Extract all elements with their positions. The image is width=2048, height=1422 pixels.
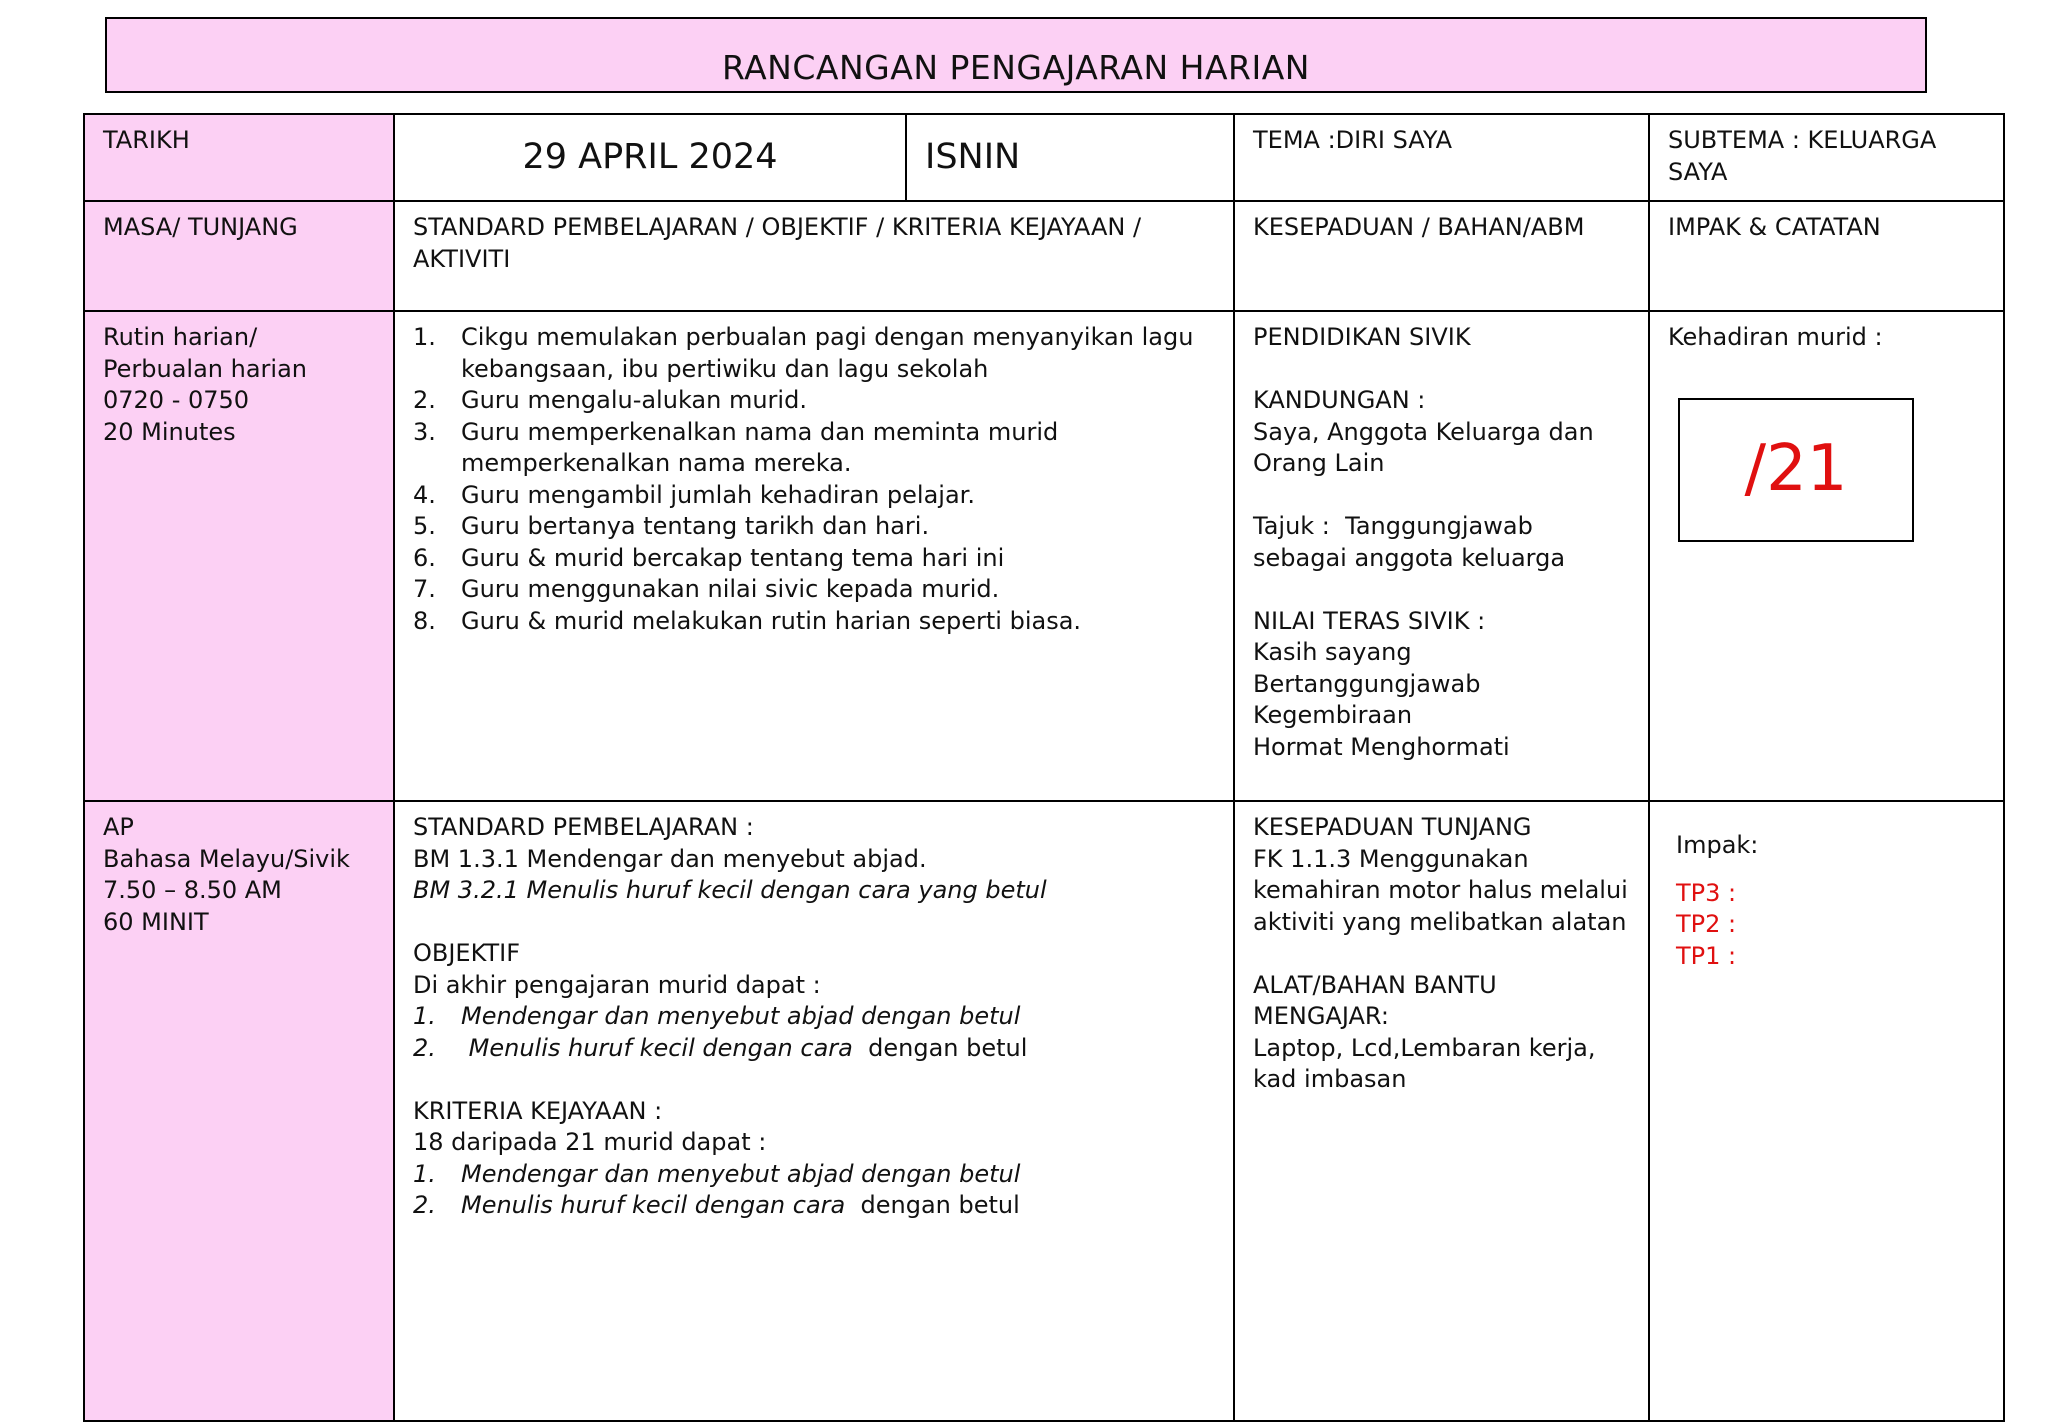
kehadiran-label: Kehadiran murid : (1668, 323, 1883, 351)
rutin-row (84, 311, 2004, 801)
header-row (84, 114, 2004, 201)
kriteria-text: Mendengar dan menyebut abjad dengan betul (461, 1159, 1021, 1188)
step-text: Guru & murid bercakap tentang tema hari ini (461, 543, 1005, 572)
kriteria-list (413, 1159, 1215, 1222)
item-number: 1. (413, 1159, 436, 1188)
step-number: 2. (413, 386, 436, 414)
step-number: 6. (413, 543, 436, 572)
objektif-text: Menulis huruf kecil dengan cara (461, 1033, 853, 1062)
item-number: 2. (413, 1033, 436, 1062)
rutin-steps-list (413, 322, 1215, 637)
kesepaduan-header: KESEPADUAN / BAHAN/ABM (1234, 201, 1649, 311)
nilai-item: Hormat Menghormati (1253, 732, 1510, 761)
tp-label: TP2 : (1676, 910, 1737, 938)
list-item (413, 322, 1215, 385)
title-banner (105, 17, 1927, 93)
column-header-row (84, 201, 2004, 311)
list-item (413, 574, 1215, 606)
tajuk-text: Tajuk : Tanggungjawab sebagai anggota keluarga (1253, 512, 1566, 572)
ap-impak-cell (1649, 801, 2004, 1421)
tunjang-label: KESEPADUAN TUNJANG (1253, 813, 1532, 841)
kriteria-intro: 18 daripada 21 murid dapat : (413, 1128, 767, 1156)
rutin-masa-line: Rutin harian/ (103, 323, 258, 351)
tp-label: TP1 : (1676, 941, 1737, 970)
item-number: 2. (413, 1191, 436, 1219)
standard-item: BM 3.2.1 Menulis huruf kecil dengan cara yang betul (413, 876, 1047, 904)
step-number: 4. (413, 480, 436, 509)
list-item (413, 1001, 1215, 1033)
list-item (413, 417, 1215, 480)
ap-masa-line: AP (103, 813, 134, 841)
step-text: Cikgu memulakan perbualan pagi dengan menyanyikan lagu kebangsaan, ibu pertiwiku dan lagu sekolah (461, 323, 1194, 383)
alat-label: ALAT/BAHAN BANTU MENGAJAR: (1253, 970, 1505, 1030)
list-item (413, 1033, 1215, 1065)
impak-header: IMPAK & CATATAN (1649, 201, 2004, 311)
step-number: 7. (413, 575, 436, 603)
step-text: Guru & murid melakukan rutin harian seperti biasa. (461, 606, 1082, 635)
nilai-item: Kasih sayang (1253, 638, 1412, 666)
subtema-value: SUBTEMA : KELUARGA SAYA (1649, 114, 2004, 201)
step-number: 5. (413, 512, 436, 540)
date-value: 29 APRIL 2024 (394, 114, 906, 201)
step-text: Guru bertanya tentang tarikh dan hari. (461, 512, 930, 540)
nilai-item: Bertanggungjawab (1253, 669, 1481, 698)
kehadiran-box (1678, 398, 1914, 542)
rutin-impak-cell (1649, 311, 2004, 801)
list-item (413, 1190, 1215, 1222)
objektif-text-plain: dengan betul (852, 1033, 1028, 1062)
ap-standard-cell (394, 801, 1234, 1421)
tarikh-label: TARIKH (84, 114, 394, 201)
kriteria-label: KRITERIA KEJAYAAN : (413, 1096, 663, 1125)
step-number: 1. (413, 323, 436, 351)
ap-masa-cell (84, 801, 394, 1421)
objektif-label: OBJEKTIF (413, 939, 521, 967)
step-text: Guru menggunakan nilai sivic kepada murid. (461, 575, 1000, 603)
ap-masa-line: 60 MINIT (103, 907, 209, 936)
item-number: 1. (413, 1002, 436, 1030)
standard-label: STANDARD PEMBELAJARAN : (413, 813, 754, 841)
ap-masa-line: 7.50 – 8.50 AM (103, 876, 282, 904)
objektif-text: Mendengar dan menyebut abjad dengan betul (461, 1002, 1021, 1030)
kandungan-text: Saya, Anggota Keluarga dan Orang Lain (1253, 417, 1602, 477)
rutin-masa-line: 20 Minutes (103, 417, 236, 446)
objektif-intro: Di akhir pengajaran murid dapat : (413, 970, 821, 999)
list-item (413, 511, 1215, 543)
step-text: Guru mengalu-alukan murid. (461, 386, 807, 414)
ap-row (84, 801, 2004, 1421)
list-item (413, 543, 1215, 575)
impak-label: Impak: (1676, 831, 1759, 859)
nilai-item: Kegembiraan (1253, 701, 1413, 729)
day-value: ISNIN (906, 114, 1234, 201)
ap-masa-line: Bahasa Melayu/Sivik (103, 844, 350, 873)
objektif-list (413, 1001, 1215, 1064)
step-number: 8. (413, 606, 436, 635)
list-item (413, 1159, 1215, 1191)
standard-item: BM 1.3.1 Mendengar dan menyebut abjad. (413, 844, 927, 873)
alat-text: Laptop, Lcd,Lembaran kerja, kad imbasan (1253, 1033, 1604, 1093)
rutin-masa-line: 0720 - 0750 (103, 386, 250, 414)
rutin-masa-cell (84, 311, 394, 801)
kriteria-text-plain: dengan betul (845, 1191, 1020, 1219)
step-text: Guru memperkenalkan nama dan meminta murid memperkenalkan nama mereka. (461, 417, 1059, 477)
masa-header: MASA/ TUNJANG (84, 201, 394, 311)
kehadiran-value: /21 (1744, 431, 1848, 506)
lesson-plan-table (83, 113, 2005, 1422)
tp-label: TP3 : (1676, 878, 1737, 907)
tunjang-text: FK 1.1.3 Menggunakan kemahiran motor halus melalui aktiviti yang melibatkan alatan (1253, 844, 1636, 936)
tema-value: TEMA :DIRI SAYA (1234, 114, 1649, 201)
standard-header: STANDARD PEMBELAJARAN / OBJEKTIF / KRITERIA KEJAYAAN / AKTIVITI (394, 201, 1234, 311)
kriteria-text: Menulis huruf kecil dengan cara (461, 1191, 846, 1219)
ap-kesepaduan-cell (1234, 801, 1649, 1421)
step-number: 3. (413, 417, 436, 446)
rutin-steps-cell (394, 311, 1234, 801)
page-title: RANCANGAN PENGAJARAN HARIAN (722, 48, 1310, 87)
rutin-kesepaduan-cell (1234, 311, 1649, 801)
subject-label: PENDIDIKAN SIVIK (1253, 323, 1471, 351)
step-text: Guru mengambil jumlah kehadiran pelajar. (461, 480, 975, 509)
nilai-label: NILAI TERAS SIVIK : (1253, 606, 1486, 635)
list-item (413, 385, 1215, 417)
rutin-masa-line: Perbualan harian (103, 354, 307, 383)
kandungan-label: KANDUNGAN : (1253, 386, 1426, 414)
list-item (413, 606, 1215, 638)
list-item (413, 480, 1215, 512)
